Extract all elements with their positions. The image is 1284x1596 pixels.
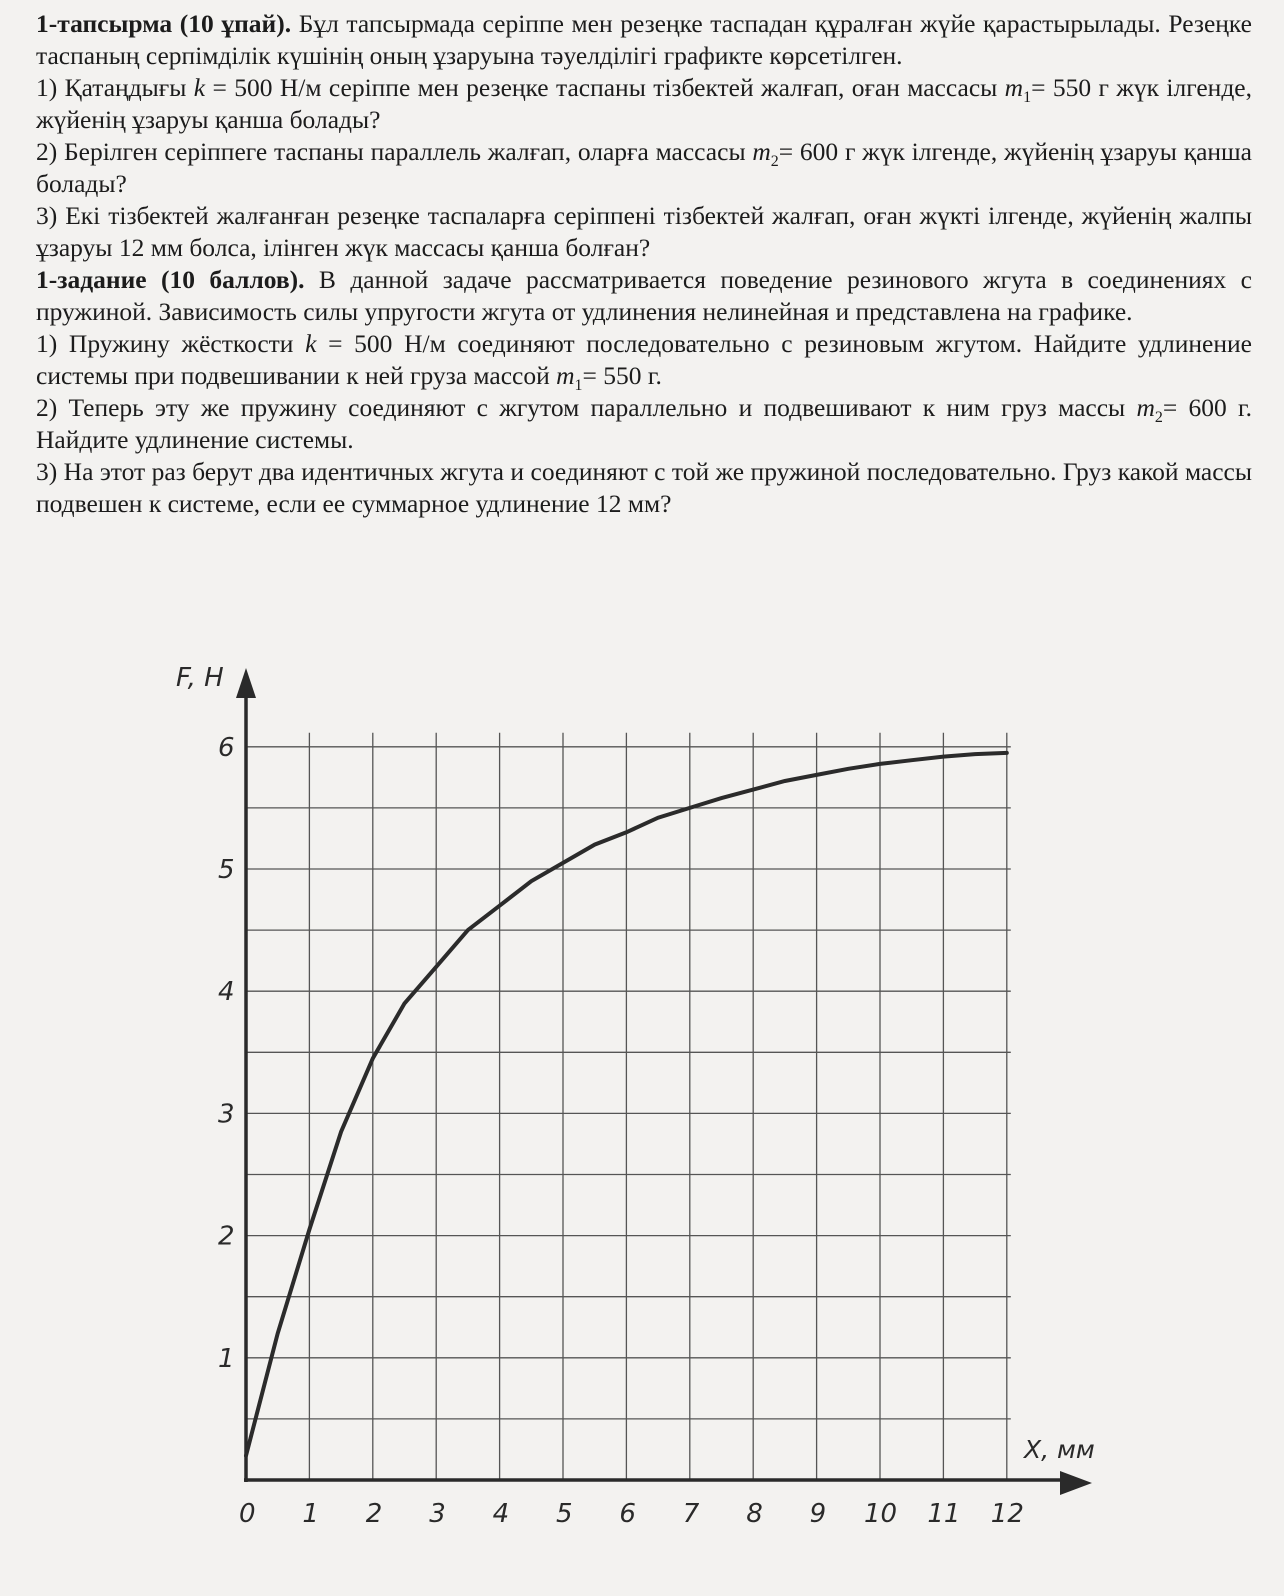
- y-tick-label: 2: [218, 1221, 235, 1252]
- y-axis-arrow: [236, 668, 256, 698]
- x-tick-label: 1: [302, 1499, 319, 1529]
- ru-q1-mid: = 500 Н/м соединяют последовательно с резиновым жгутом. Найдите удлинение системы при подвешивании к ней груза массой: [36, 329, 1252, 390]
- x-tick-label: 12: [990, 1499, 1024, 1529]
- y-tick-label: 3: [218, 1099, 235, 1130]
- ru-intro: В данной задаче рассматривается поведение резинового жгута в соединениях с пружиной. Зависимость силы упругости жгута от удлинения нелинейная и представлена на графике.: [36, 265, 1252, 326]
- y-axis-label: F, Н: [176, 663, 224, 693]
- x-tick-label: 6: [619, 1499, 636, 1529]
- kz-heading: 1-тапсырма (10 ұпай).: [36, 9, 292, 38]
- chart-grid: [246, 733, 1011, 1480]
- kz-q1-m: m: [1004, 73, 1024, 102]
- x-tick-label: 10: [864, 1499, 898, 1529]
- ru-question-3: 3) На этот раз берут два идентичных жгута и соединяют с той же пружиной последовательно. Груз какой массы подвешен к системе, если ее суммарное удлинение 12 мм?: [36, 457, 1252, 518]
- kz-q2-sub: 2: [770, 153, 779, 171]
- x-axis-arrow: [1060, 1471, 1092, 1495]
- kz-intro: Бұл тапсырмада серіппе мен резеңке таспадан құралған жүйе қарастырылады. Резеңке таспаның серпімділік күшінің оның ұзаруына тәуелділігі графикте көрсетілген.: [36, 9, 1252, 70]
- ru-heading: 1-задание (10 баллов).: [36, 265, 305, 294]
- ru-q2-pre: 2) Теперь эту же пружину соединяют с жгутом параллельно и подвешивают к ним груз массы: [36, 393, 1137, 422]
- y-tick-label: 4: [218, 977, 235, 1008]
- ru-q2-post: = 600 г. Найдите удлинение системы.: [36, 393, 1252, 454]
- x-tick-label: 0: [239, 1499, 256, 1529]
- ru-q1-sub: 1: [574, 377, 583, 395]
- x-tick-label: 3: [429, 1499, 446, 1529]
- y-tick-label: 5: [218, 855, 235, 885]
- kz-q1-pre: 1) Қатаңдығы: [36, 73, 194, 102]
- kz-q2-pre: 2) Берілген серіппеге таспаны параллель жалғап, оларға массасы: [36, 137, 753, 166]
- ru-question-1: [36, 328, 1252, 395]
- ru-q1-post: = 550 г.: [582, 361, 662, 390]
- kz-q2-m: m: [752, 137, 771, 166]
- kz-question-3: 3) Екі тізбектей жалғанған резеңке таспаларға серіппені тізбектей жалғап, оған жүкті ілгенде, жүйенің жалпы ұзаруы 12 мм болса, ілінген жүк массасы қанша болған?: [36, 201, 1252, 262]
- x-tick-label: 2: [365, 1499, 383, 1529]
- ru-q1-k: k: [305, 329, 317, 358]
- ru-q1-m: m: [556, 361, 575, 390]
- kz-question-2: [36, 136, 1252, 200]
- tick-labels: [218, 733, 1024, 1529]
- kz-paragraph: [36, 8, 1252, 72]
- kz-question-1: [36, 72, 1252, 136]
- ru-q2-sub: 2: [1154, 409, 1163, 427]
- x-tick-label: 11: [927, 1499, 961, 1529]
- ru-question-2: [36, 392, 1252, 456]
- kz-q1-post: = 550 г жүк ілгенде, жүйенің ұзаруы қанша болады?: [36, 73, 1252, 134]
- y-tick-label: 6: [218, 732, 235, 763]
- x-tick-label: 7: [682, 1499, 700, 1529]
- kz-q1-sub: 1: [1023, 89, 1032, 107]
- problem-text: [36, 8, 1252, 520]
- ru-q1-pre: 1) Пружину жёсткости: [36, 329, 306, 358]
- kz-q2-post: = 600 г жүк ілгенде, жүйенің ұзаруы қанша болады?: [36, 137, 1253, 198]
- kz-q1-mid: = 500 Н/м серіппе мен резеңке таспаны тізбектей жалғап, оған массасы: [205, 73, 1005, 102]
- x-tick-label: 5: [556, 1499, 573, 1529]
- ru-paragraph: [36, 264, 1252, 328]
- y-tick-label: 1: [218, 1343, 235, 1374]
- force-elongation-chart: [0, 650, 1284, 1596]
- x-axis-label: X, мм: [1024, 1435, 1095, 1464]
- x-tick-label: 9: [809, 1499, 827, 1529]
- kz-q1-k: k: [193, 73, 206, 102]
- ru-q2-m: m: [1136, 393, 1155, 422]
- x-tick-label: 4: [492, 1499, 510, 1529]
- x-tick-label: 8: [746, 1499, 763, 1529]
